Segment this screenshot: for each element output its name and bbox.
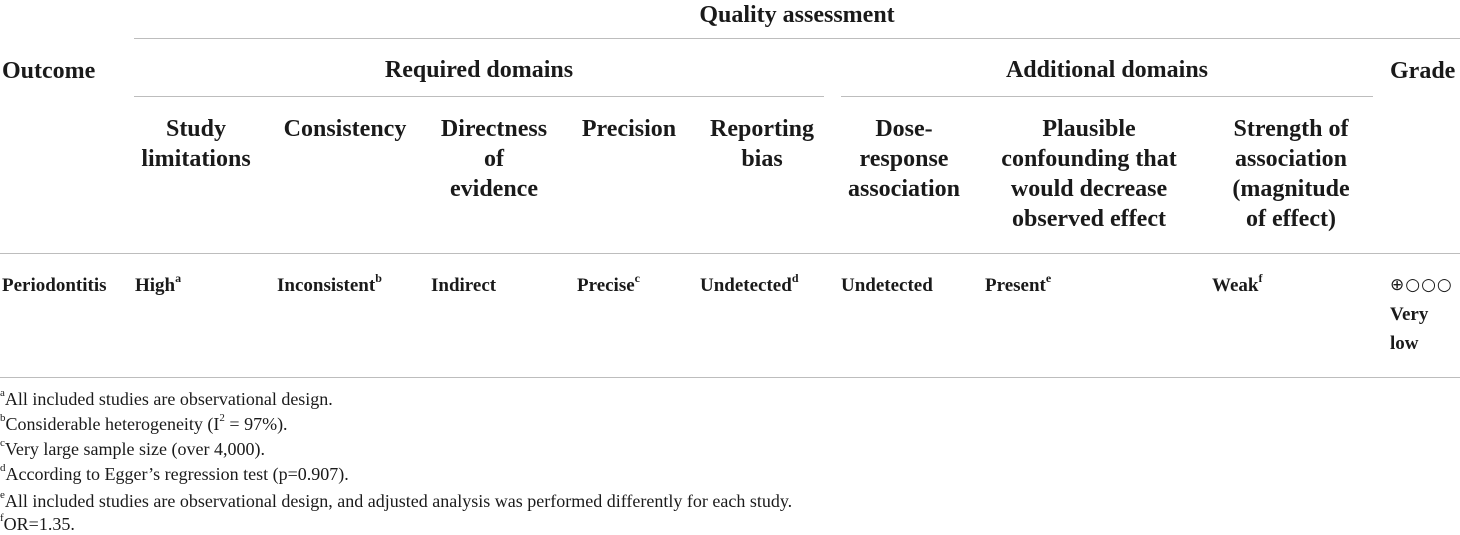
cell-outcome: Periodontitis [2,275,107,296]
footnote-mark: c [634,270,640,285]
cell-study-limitations: High$^a$ [135,270,182,296]
cell-directness: Indirect [431,275,497,296]
col-directness: Directness of evidence [440,116,548,202]
col-strength-of-association: Strength of association (magnitude of effect) [1232,116,1350,232]
footnote-mark: a [175,270,182,285]
footnote-mark: d [791,270,799,285]
grade-header: Grade [1390,58,1456,84]
cell-grade: ⊕○○○ Very low [1390,271,1453,358]
additional-domains-rule [841,96,1373,97]
outcome-header: Outcome [2,58,96,84]
required-domains-rule [134,96,824,97]
footnote-d: $^d$According to Egger’s regression test (p=0.907). [0,462,349,484]
col-study-limitations: Study limitations [141,116,251,172]
footnote-c: $^c$Very large sample size (over 4,000). [0,437,265,459]
footnote-e: $^e$All included studies are observational design, and adjusted analysis was performed differently for each study. [0,489,793,511]
cell-strength: Weak$^f$ [1212,270,1263,296]
footnote-a: $^a$All included studies are observational design. [0,387,333,409]
col-plausible-confounding: Plausible confounding that would decrease observed effect [1001,116,1177,232]
cell-consistency: Inconsistent$^b$ [277,270,382,296]
grade-symbol-icon: ⊕○○○ [1390,275,1453,295]
col-precision: Precision [581,116,677,142]
table-bottom-rule [0,377,1460,378]
cell-precision: Precise$^c$ [577,270,640,296]
cell-plausible-confounding: Present$^e$ [985,270,1052,296]
col-reporting-bias: Reporting bias [710,116,814,172]
required-domains-header: Required domains [384,57,574,83]
additional-domains-header: Additional domains [1005,57,1209,83]
footnote-f: $^f$OR=1.35. [0,512,75,534]
header-bottom-rule [0,253,1460,254]
footnote-b: $^b$Considerable heterogeneity $(I^2 = 97\%)$. [0,412,288,434]
quality-assessment-header: Quality assessment [699,2,895,28]
col-consistency: Consistency [283,116,407,142]
footnote-mark: f [1258,270,1263,285]
footnote-mark: e [1045,270,1052,285]
cell-dose-response: Undetected [841,275,933,296]
quality-assessment-rule [134,38,1460,39]
cell-reporting-bias: Undetected$^d$ [700,270,799,296]
footnote-mark: b [375,270,382,285]
col-dose-response: Dose- response association [847,116,960,202]
